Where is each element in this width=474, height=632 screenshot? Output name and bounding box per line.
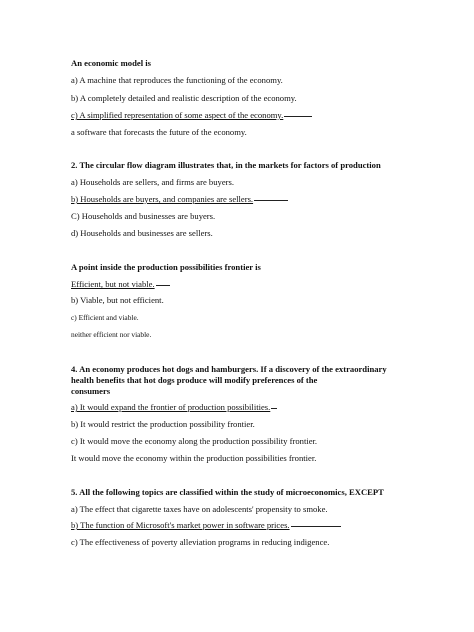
question-5-option-c: c) The effectiveness of poverty alleviation programs in reducing indigence. — [71, 537, 330, 547]
answer-text: c) A simplified representation of some aspect of the economy. — [71, 110, 284, 120]
question-4-title-line-3: consumers — [71, 386, 111, 396]
question-4-title-line-1: 4. An economy produces hot dogs and hamburgers. If a discovery of the extraordinary — [71, 364, 387, 374]
answer-text: a) It would expand the frontier of production possibilities. — [71, 402, 271, 412]
question-3-option-b: b) Viable, but not efficient. — [71, 295, 164, 305]
question-1-option-d: a software that forecasts the future of the economy. — [71, 127, 247, 137]
answer-text: Efficient, but not viable. — [71, 279, 155, 289]
question-2-option-c: C) Households and businesses are buyers. — [71, 211, 216, 221]
question-4-option-b: b) It would restrict the production possibility frontier. — [71, 419, 255, 429]
question-2-option-a: a) Households are sellers, and firms are buyers. — [71, 177, 234, 187]
question-2-option-d: d) Households and businesses are sellers. — [71, 228, 213, 238]
question-3-option-a-answer — [71, 279, 170, 290]
question-5-option-b-answer — [71, 520, 341, 531]
question-4-option-d: It would move the economy within the production possibilities frontier. — [71, 453, 317, 463]
question-3-option-d: neither efficient nor viable. — [71, 330, 152, 339]
answer-text: b) Households are buyers, and companies are sellers. — [71, 194, 254, 204]
answer-underline — [156, 285, 170, 286]
question-5-option-a: a) The effect that cigarette taxes have on adolescents' propensity to smoke. — [71, 504, 328, 514]
question-1-option-b: b) A completely detailed and realistic description of the economy. — [71, 93, 297, 103]
answer-text: b) The function of Microsoft's market power in software prices. — [71, 520, 290, 530]
question-4-option-c: c) It would move the economy along the production possibility frontier. — [71, 436, 318, 446]
question-1-title: An economic model is — [71, 58, 151, 68]
question-3-title: A point inside the production possibilities frontier is — [71, 262, 261, 272]
question-2-option-b-answer — [71, 194, 288, 205]
question-1-option-a: a) A machine that reproduces the functioning of the economy. — [71, 75, 283, 85]
answer-underline — [291, 526, 341, 527]
question-1-option-c-answer — [71, 110, 312, 121]
question-4-option-a-answer — [71, 402, 277, 413]
answer-underline — [254, 200, 288, 201]
question-4-title-line-2: health benefits that hot dogs produce will modify preferences of the — [71, 375, 318, 385]
answer-underline — [271, 408, 277, 409]
question-5-title: 5. All the following topics are classified within the study of microeconomics, EXCEPT — [71, 487, 384, 497]
answer-underline — [284, 116, 312, 117]
question-2-title: 2. The circular flow diagram illustrates that, in the markets for factors of production — [71, 160, 381, 170]
question-3-option-c: c) Efficient and viable. — [71, 313, 139, 322]
